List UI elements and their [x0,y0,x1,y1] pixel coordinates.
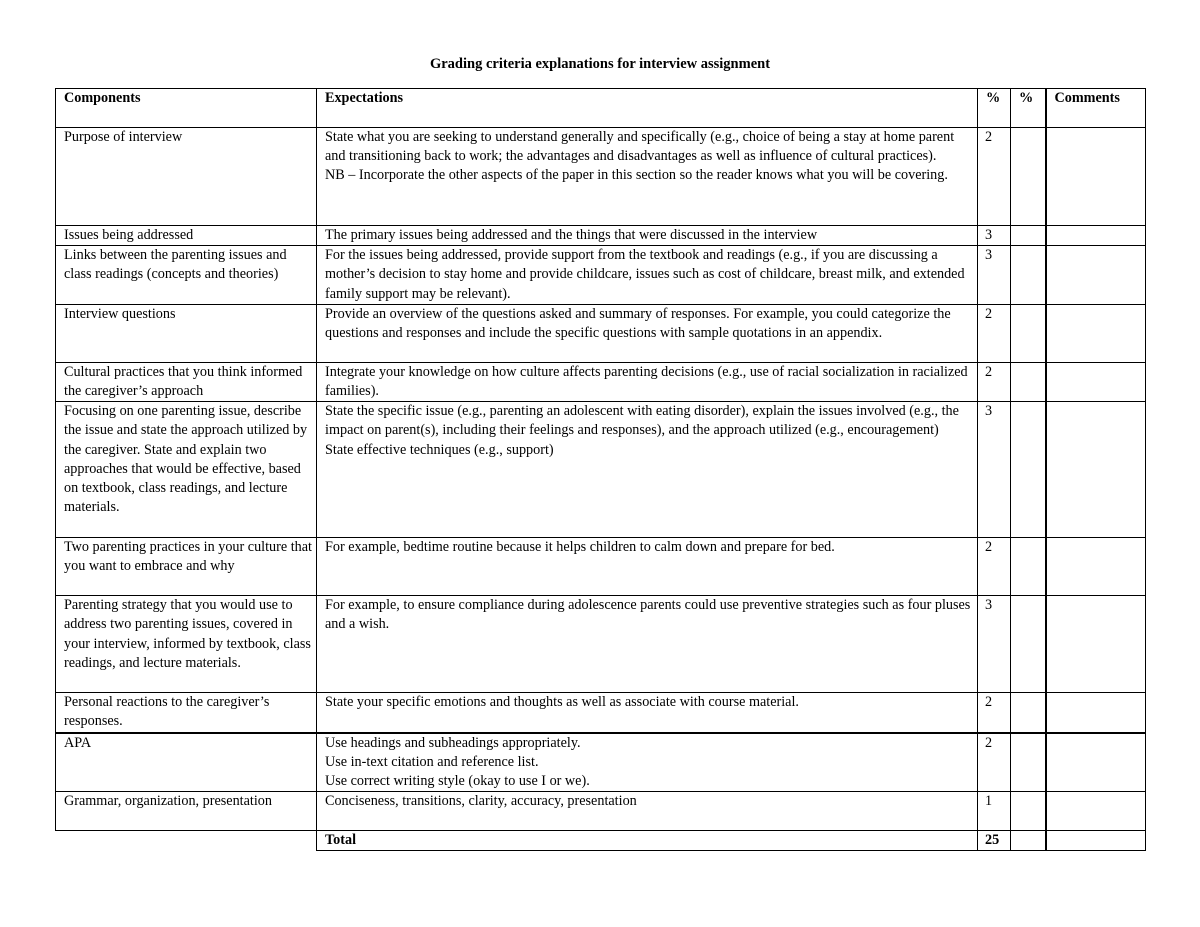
total-row [56,831,1146,851]
comments-cell [1046,402,1146,538]
expectation-cell: For the issues being addressed, provide support from the textbook and readings (e.g., if you are discussing a mother’s decision to stay home and provide childcare, issues such as cost of childcare, breast milk, and extended family support may be relevant). [317,246,978,305]
comments-cell [1046,792,1146,831]
percent-cell: 2 [978,538,1011,596]
percent-2-cell [1011,733,1046,792]
expectation-cell: State your specific emotions and thoughts as well as associate with course material. [317,693,978,733]
table-row [56,693,1146,733]
table-row [56,402,1146,538]
comments-cell [1046,596,1146,693]
component-cell: Issues being addressed [56,226,317,246]
component-cell: Interview questions [56,304,317,362]
total-empty-cell [56,831,317,851]
component-cell: Parenting strategy that you would use to address two parenting issues, covered in your interview, informed by textbook, class readings, and lecture materials. [56,596,317,693]
table-row [56,733,1146,792]
expectation-cell: For example, to ensure compliance during adolescence parents could use preventive strategies such as four pluses and a wish. [317,596,978,693]
percent-cell: 2 [978,304,1011,362]
percent-2-cell [1011,246,1046,305]
component-cell: Focusing on one parenting issue, describe the issue and state the approach utilized by the caregiver. State and explain two approaches that would be effective, based on textbook, class readings, and lecture materials. [56,402,317,538]
document-title: Grading criteria explanations for interview assignment [429,56,771,72]
percent-cell: 3 [978,246,1011,305]
comments-cell [1046,362,1146,401]
total-value: 25 [978,831,1011,851]
total-comments-cell [1046,831,1146,851]
header-comments: Comments [1046,89,1146,128]
comments-cell [1046,538,1146,596]
table-row [56,128,1146,226]
percent-cell: 2 [978,128,1011,226]
component-cell: Purpose of interview [56,128,317,226]
header-components: Components [56,89,317,128]
comments-cell [1046,246,1146,305]
percent-cell: 2 [978,362,1011,401]
percent-2-cell [1011,304,1046,362]
header-row [56,89,1146,128]
table-row [56,596,1146,693]
table-row [56,792,1146,831]
percent-cell: 2 [978,733,1011,792]
percent-2-cell [1011,402,1046,538]
expectation-cell: Provide an overview of the questions asked and summary of responses. For example, you could categorize the questions and responses and include the specific questions with sample quotations in an appendix. [317,304,978,362]
comments-cell [1046,304,1146,362]
comments-cell [1046,128,1146,226]
percent-cell: 1 [978,792,1011,831]
table-row [56,246,1146,305]
table-row [56,538,1146,596]
header-percent-2: % [1011,89,1046,128]
percent-2-cell [1011,693,1046,733]
table-row [56,304,1146,362]
percent-2-cell [1011,792,1046,831]
percent-2-cell [1011,362,1046,401]
header-expectations: Expectations [317,89,978,128]
table-row [56,362,1146,401]
table-row [56,226,1146,246]
expectation-cell: The primary issues being addressed and the things that were discussed in the interview [317,226,978,246]
comments-cell [1046,226,1146,246]
percent-cell: 3 [978,596,1011,693]
comments-cell [1046,693,1146,733]
expectation-cell: Integrate your knowledge on how culture affects parenting decisions (e.g., use of racial socialization in racialized families). [317,362,978,401]
percent-2-cell [1011,596,1046,693]
component-cell: APA [56,733,317,792]
grading-criteria-table [55,88,1146,851]
component-cell: Grammar, organization, presentation [56,792,317,831]
component-cell: Cultural practices that you think informed the caregiver’s approach [56,362,317,401]
percent-2-cell [1011,226,1046,246]
total-percent-2-cell [1011,831,1046,851]
percent-cell: 2 [978,693,1011,733]
percent-2-cell [1011,538,1046,596]
percent-cell: 3 [978,226,1011,246]
percent-cell: 3 [978,402,1011,538]
component-cell: Personal reactions to the caregiver’s responses. [56,693,317,733]
expectation-cell: Use headings and subheadings appropriately. Use in-text citation and reference list. Use correct writing style (okay to use I or we). [317,733,978,792]
expectation-cell: For example, bedtime routine because it helps children to calm down and prepare for bed. [317,538,978,596]
component-cell: Two parenting practices in your culture that you want to embrace and why [56,538,317,596]
expectation-cell: State the specific issue (e.g., parenting an adolescent with eating disorder), explain the issues involved (e.g., the impact on parent(s), including their feelings and responses), and the approach utilized (e.g., encouragement) State effective techniques (e.g., support) [317,402,978,538]
component-cell: Links between the parenting issues and class readings (concepts and theories) [56,246,317,305]
total-label: Total [317,831,978,851]
expectation-cell: Conciseness, transitions, clarity, accuracy, presentation [317,792,978,831]
expectation-cell: State what you are seeking to understand generally and specifically (e.g., choice of being a stay at home parent and transitioning back to work; the advantages and disadvantages as well as influence of cultural practices). NB – Incorporate the other aspects of the paper in this section so the reader knows what you will be covering. [317,128,978,226]
comments-cell [1046,733,1146,792]
header-percent-1: % [978,89,1011,128]
percent-2-cell [1011,128,1046,226]
